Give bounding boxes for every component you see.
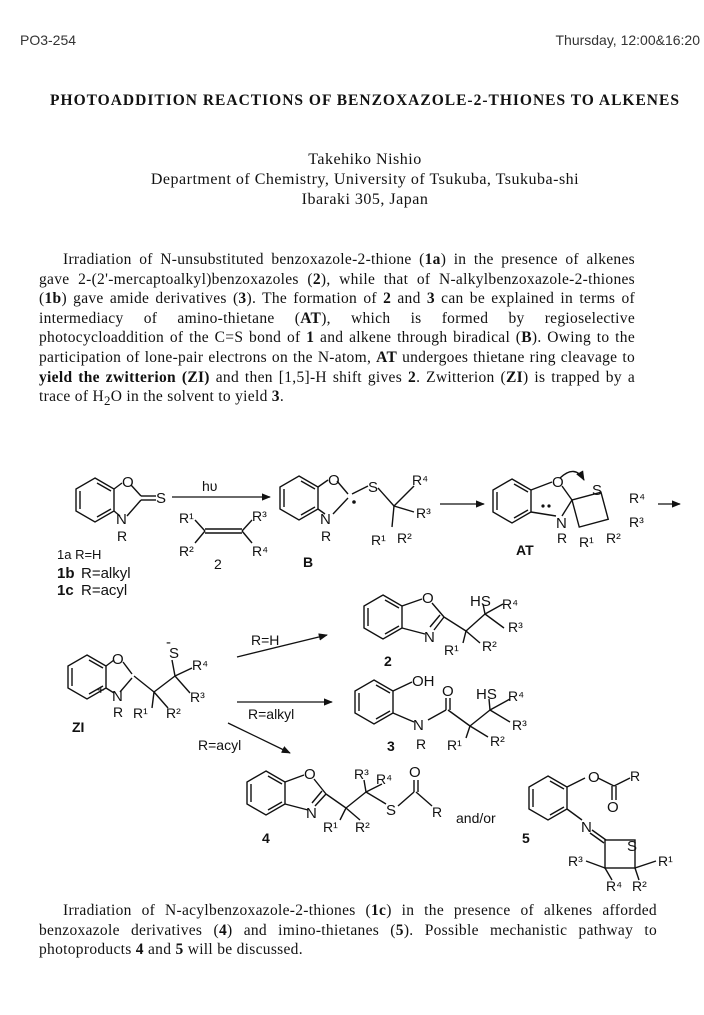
label-1b: 1b — [57, 565, 75, 582]
condition-r-alkyl: R=alkyl — [248, 706, 295, 722]
condition-r-acyl: R=acyl — [198, 737, 242, 753]
svg-text:R¹: R¹ — [444, 642, 459, 658]
session-code: PO3-254 — [20, 32, 77, 48]
svg-text:R: R — [321, 528, 332, 544]
svg-text:O: O — [409, 764, 421, 781]
svg-text:R⁴: R⁴ — [508, 688, 525, 704]
svg-text:N: N — [306, 805, 317, 822]
svg-text:R¹: R¹ — [323, 819, 338, 835]
atom-o: O — [122, 474, 134, 491]
aminothietane-at-structure — [493, 471, 645, 550]
svg-text:R³: R³ — [190, 689, 205, 705]
svg-text:OH: OH — [412, 673, 435, 690]
svg-text:R²: R² — [606, 530, 621, 546]
label-1a: 1a R=H — [57, 547, 102, 562]
svg-text:R¹: R¹ — [179, 510, 194, 526]
label-zi: ZI — [72, 719, 85, 735]
svg-text:R⁴: R⁴ — [412, 472, 429, 488]
alkene-2-structure — [179, 508, 268, 572]
abstract-paragraph-1: Irradiation of N-unsubstituted benzoxazole-2-thione (1a) in the presence of alkenes gave 2-(2'-mercaptoalkyl)benzoxazoles (2), while that of N-alkylbenzoxazole-2-thiones (1b) gave amide derivatives (3). The formation of 2 and 3 can be explained in terms of intermediacy of amino-thietane (AT), which is formed by regioselective photocycloaddition of the C=S bond of 1 and alkene through biradical (B). Owing to the participation of lone-pair electrons on the N-atom, AT undergoes thietane ring cleavage to yield the zwitterion (ZI) and then [1,5]-H shift gives 2. Zwitterion (ZI) is trapped by a trace of $H_2O$ in the solvent to yield 3. — [39, 251, 636, 409]
svg-text:R¹: R¹ — [579, 534, 594, 550]
svg-text:N: N — [424, 629, 435, 646]
svg-text:R¹: R¹ — [371, 532, 386, 548]
svg-text:O: O — [328, 472, 340, 489]
svg-text:O: O — [552, 474, 564, 491]
svg-text:S: S — [386, 802, 397, 819]
product-5-structure — [529, 768, 673, 894]
hv-label: hυ — [202, 478, 218, 494]
label-1b-text: R=alkyl — [81, 565, 131, 582]
label-at: AT — [516, 542, 534, 558]
svg-text:S: S — [368, 479, 379, 496]
svg-text:R⁴: R⁴ — [376, 771, 393, 787]
label-product-5: 5 — [522, 830, 530, 846]
label-b: B — [303, 554, 314, 570]
svg-text:R: R — [630, 768, 641, 784]
label-product-2: 2 — [384, 653, 392, 669]
svg-text:O: O — [304, 766, 316, 783]
svg-text:R²: R² — [179, 543, 194, 559]
svg-text:S: S — [592, 482, 603, 499]
condition-r-h: R=H — [251, 632, 280, 648]
svg-text:R⁴: R⁴ — [192, 657, 209, 673]
svg-text:+: + — [97, 682, 105, 697]
affiliation-line-2: Ibaraki 305, Japan — [301, 191, 429, 208]
svg-text:R¹: R¹ — [658, 853, 673, 869]
svg-text:R⁴: R⁴ — [502, 596, 519, 612]
svg-text:O: O — [588, 769, 600, 786]
svg-text:R: R — [113, 704, 124, 720]
svg-text:R³: R³ — [512, 717, 527, 733]
svg-text:R²: R² — [482, 638, 497, 654]
session-time: Thursday, 12:00&16:20 — [555, 32, 700, 48]
label-1c: 1c — [57, 582, 74, 599]
svg-text:R⁴: R⁴ — [252, 543, 269, 559]
svg-text:R²: R² — [355, 819, 370, 835]
svg-text:R³: R³ — [354, 766, 369, 782]
svg-text:R²: R² — [632, 878, 647, 894]
svg-text:R⁴: R⁴ — [629, 490, 646, 506]
svg-text:R³: R³ — [508, 619, 523, 635]
author-name: Takehiko Nishio — [308, 151, 422, 168]
abstract-paragraph-2: Irradiation of N-acylbenzoxazole-2-thiones (1c) in the presence of alkenes afforded benzoxazole derivatives (4) and imino-thietanes (5). Possible mechanistic pathway to photoproducts 4 and 5 will be discussed. — [39, 902, 657, 959]
label-product-3: 3 — [387, 738, 395, 754]
svg-text:R²: R² — [166, 705, 181, 721]
product-4-structure — [247, 764, 442, 835]
svg-text:N: N — [413, 717, 424, 734]
svg-text:N: N — [556, 515, 567, 532]
svg-text:O: O — [112, 651, 124, 668]
atom-r: R — [117, 528, 128, 544]
svg-text:N: N — [581, 819, 592, 836]
product-2-structure — [364, 590, 523, 658]
svg-text:R³: R³ — [568, 853, 583, 869]
svg-text:HS: HS — [470, 593, 491, 610]
label-product-4: 4 — [262, 830, 270, 846]
svg-text:R: R — [416, 736, 427, 752]
product-3-structure — [355, 673, 527, 753]
svg-text:O: O — [422, 590, 434, 607]
svg-text:-: - — [166, 634, 171, 651]
svg-text:R³: R³ — [252, 508, 267, 524]
svg-text:O: O — [607, 799, 619, 816]
svg-text:R²: R² — [397, 530, 412, 546]
svg-text:R: R — [557, 530, 568, 546]
svg-text:R³: R³ — [416, 505, 431, 521]
biradical-b-structure — [280, 472, 431, 548]
affiliation-line-1: Department of Chemistry, University of Tsukuba, Tsukuba-shi — [150, 171, 580, 188]
svg-text:S: S — [627, 838, 638, 855]
paper-title: PHOTOADDITION REACTIONS OF BENZOXAZOLE-2-THIONES TO ALKENES — [50, 92, 680, 109]
svg-text:S: S — [169, 645, 180, 662]
compound-1-structure — [76, 474, 166, 544]
and-or-label: and/or — [456, 810, 496, 826]
svg-text:O: O — [442, 683, 454, 700]
atom-s: S — [156, 490, 167, 507]
atom-n: N — [116, 511, 127, 528]
label-2: 2 — [214, 556, 222, 572]
svg-text:R¹: R¹ — [447, 737, 462, 753]
label-1c-text: R=acyl — [81, 582, 128, 599]
svg-text:HS: HS — [476, 686, 497, 703]
svg-text:R⁴: R⁴ — [606, 878, 623, 894]
zwitterion-zi-structure — [68, 634, 208, 721]
svg-text:R¹: R¹ — [133, 705, 148, 721]
svg-text:R²: R² — [490, 733, 505, 749]
svg-text:R: R — [432, 804, 443, 820]
svg-text:R³: R³ — [629, 514, 644, 530]
svg-text:N: N — [320, 511, 331, 528]
svg-text:N: N — [112, 688, 123, 705]
